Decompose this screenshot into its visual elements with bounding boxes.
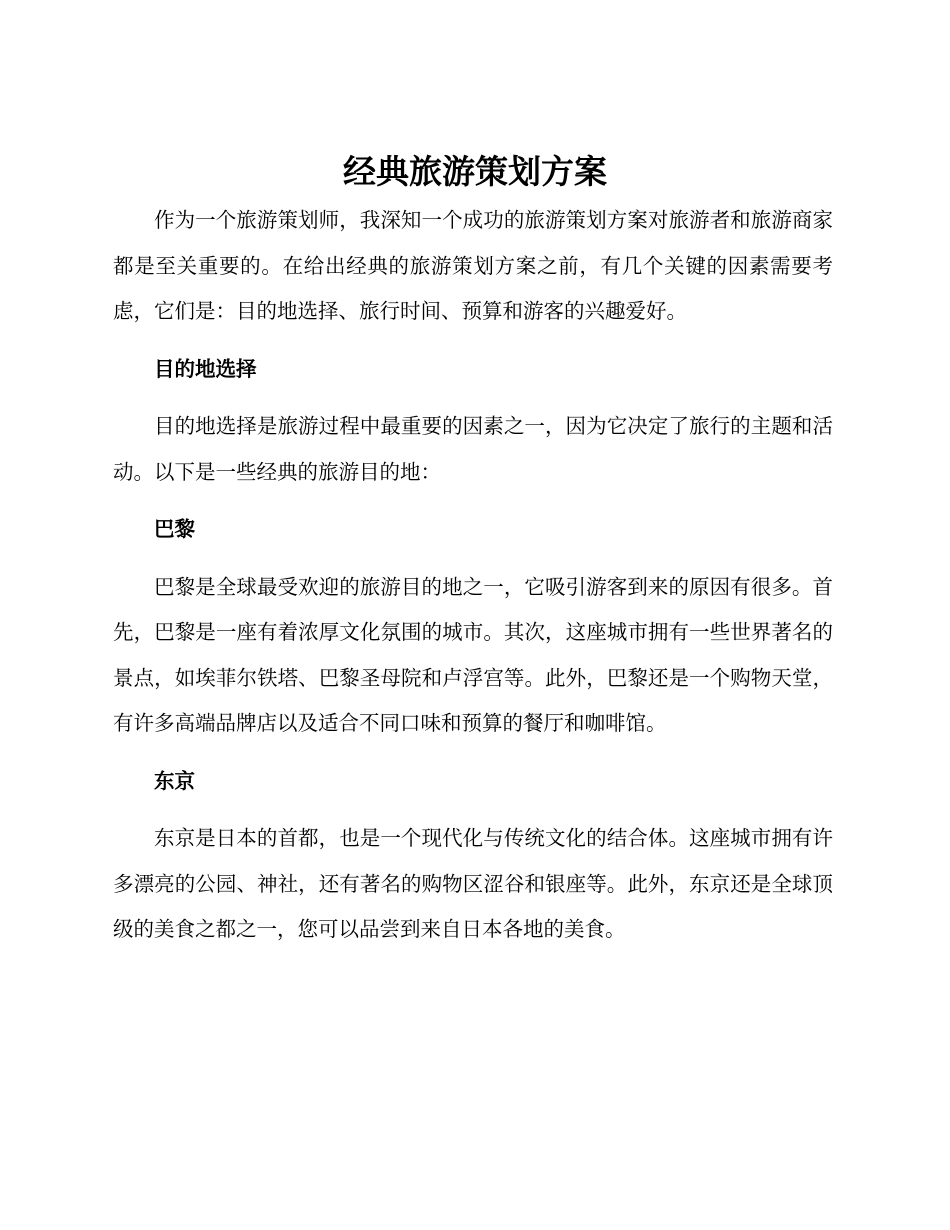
section-heading-tokyo: 东京 bbox=[154, 768, 195, 793]
document-body bbox=[113, 198, 833, 953]
spacer bbox=[113, 553, 833, 565]
section-paragraph-destination: 目的地选择是旅游过程中最重要的因素之一，因为它决定了旅行的主题和活动。以下是一些经典的旅游目的地： bbox=[113, 414, 833, 484]
section-heading-paris: 巴黎 bbox=[154, 517, 195, 541]
document-title: 经典旅游策划方案 bbox=[343, 152, 607, 191]
spacer bbox=[113, 804, 833, 816]
intro-paragraph: 作为一个旅游策划师，我深知一个成功的旅游策划方案对旅游者和旅游商家都是至关重要的。在给出经典的旅游策划方案之前，有几个关键的因素需要考虑，它们是：目的地选择、旅行时间、预算和游客的兴趣爱好。 bbox=[113, 208, 833, 323]
section-heading-destination: 目的地选择 bbox=[154, 356, 257, 381]
spacer bbox=[113, 335, 833, 347]
section-paragraph-paris: 巴黎是全球最受欢迎的旅游目的地之一，它吸引游客到来的原因有很多。首先，巴黎是一座有着浓厚文化氛围的城市。其次，这座城市拥有一些世界著名的景点，如埃菲尔铁塔、巴黎圣母院和卢浮宫等。此外，巴黎还是一个购物天堂，有许多高端品牌店以及适合不同口味和预算的餐厅和咖啡馆。 bbox=[113, 574, 833, 735]
spacer bbox=[113, 495, 833, 507]
spacer bbox=[113, 392, 833, 404]
section-paragraph-tokyo: 东京是日本的首都，也是一个现代化与传统文化的结合体。这座城市拥有许多漂亮的公园、神社，还有著名的购物区涩谷和银座等。此外，东京还是全球顶级的美食之都之一，您可以品尝到来自日本各地的美食。 bbox=[113, 826, 833, 941]
spacer bbox=[113, 747, 833, 759]
